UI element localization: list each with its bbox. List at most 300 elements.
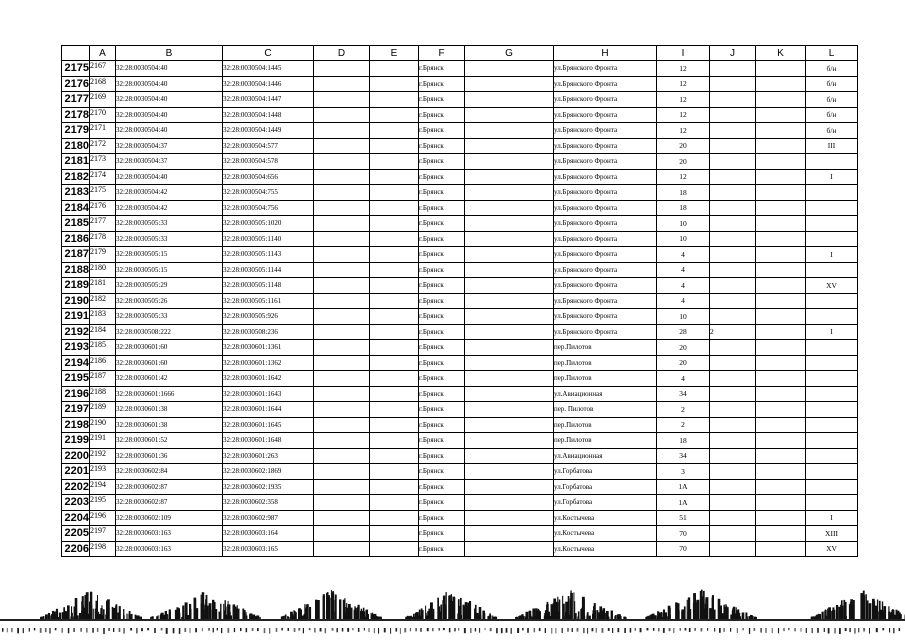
cell-d — [314, 123, 370, 139]
cell-a: 2168 — [90, 76, 116, 92]
cell-c: 32:28:0030504:577 — [223, 138, 314, 154]
row-number: 2194 — [62, 355, 90, 371]
row-number: 2206 — [62, 541, 90, 557]
cell-d — [314, 293, 370, 309]
cell-g — [465, 278, 554, 294]
cell-j — [710, 448, 756, 464]
cell-j — [710, 92, 756, 108]
table-body — [62, 61, 858, 557]
cell-b: 32:28:0030504:42 — [116, 185, 223, 201]
cell-g — [465, 107, 554, 123]
cell-g — [465, 92, 554, 108]
cell-c: 32:28:0030603:165 — [223, 541, 314, 557]
cell-k — [756, 371, 806, 387]
cell-j — [710, 479, 756, 495]
cell-a: 2181 — [90, 278, 116, 294]
cell-b: 32:28:0030505:29 — [116, 278, 223, 294]
cell-b: 32:28:0030602:87 — [116, 495, 223, 511]
cell-c: 32:28:0030602:358 — [223, 495, 314, 511]
cell-d — [314, 169, 370, 185]
cell-b: 32:28:0030602:109 — [116, 510, 223, 526]
row-number: 2204 — [62, 510, 90, 526]
table-row — [62, 138, 858, 154]
column-header-l: L — [806, 46, 858, 61]
table-row — [62, 107, 858, 123]
cell-a: 2169 — [90, 92, 116, 108]
row-number: 2197 — [62, 402, 90, 418]
cell-a: 2177 — [90, 216, 116, 232]
cell-j — [710, 138, 756, 154]
cell-k — [756, 495, 806, 511]
cell-g — [465, 200, 554, 216]
cell-g — [465, 402, 554, 418]
cell-b: 32:28:0030601:1666 — [116, 386, 223, 402]
cell-g — [465, 154, 554, 170]
cell-c: 32:28:0030504:755 — [223, 185, 314, 201]
cell-e — [370, 448, 419, 464]
cell-k — [756, 61, 806, 77]
cell-c: 32:28:0030602:987 — [223, 510, 314, 526]
cell-c: 32:28:0030508:236 — [223, 324, 314, 340]
cell-l — [806, 154, 858, 170]
cell-c: 32:28:0030504:578 — [223, 154, 314, 170]
cell-i: 4 — [657, 278, 710, 294]
cell-h: ул.Горбатова — [554, 495, 657, 511]
cell-b: 32:28:0030601:60 — [116, 355, 223, 371]
cell-i: 10 — [657, 216, 710, 232]
row-number: 2192 — [62, 324, 90, 340]
cell-f: г.Брянск — [419, 76, 465, 92]
cell-h: ул.Брянского Фронта — [554, 185, 657, 201]
cell-j — [710, 541, 756, 557]
cell-b: 32:28:0030505:33 — [116, 216, 223, 232]
cell-k — [756, 123, 806, 139]
cell-e — [370, 324, 419, 340]
cell-e — [370, 154, 419, 170]
cell-e — [370, 123, 419, 139]
cell-c: 32:28:0030505:1020 — [223, 216, 314, 232]
cell-a: 2184 — [90, 324, 116, 340]
cell-i: 10 — [657, 309, 710, 325]
cell-l: б/н — [806, 123, 858, 139]
cell-f: г.Брянск — [419, 262, 465, 278]
row-number: 2182 — [62, 169, 90, 185]
table-row — [62, 464, 858, 480]
cell-h: ул.Брянского Фронта — [554, 262, 657, 278]
cell-g — [465, 448, 554, 464]
cell-h: ул.Брянского Фронта — [554, 231, 657, 247]
cell-g — [465, 417, 554, 433]
cell-d — [314, 107, 370, 123]
cell-j — [710, 169, 756, 185]
table-row — [62, 231, 858, 247]
cell-i: 18 — [657, 433, 710, 449]
cell-h: ул.Брянского Фронта — [554, 169, 657, 185]
cell-f: г.Брянск — [419, 169, 465, 185]
cell-l — [806, 448, 858, 464]
cell-f: г.Брянск — [419, 200, 465, 216]
row-number: 2198 — [62, 417, 90, 433]
cell-j — [710, 231, 756, 247]
cell-j — [710, 309, 756, 325]
cell-b: 32:28:0030504:40 — [116, 92, 223, 108]
row-number: 2202 — [62, 479, 90, 495]
cell-d — [314, 371, 370, 387]
cell-b: 32:28:0030603:163 — [116, 526, 223, 542]
cell-a: 2190 — [90, 417, 116, 433]
cell-b: 32:28:0030505:15 — [116, 247, 223, 263]
cell-j — [710, 417, 756, 433]
cell-a: 2188 — [90, 386, 116, 402]
cell-b: 32:28:0030508:222 — [116, 324, 223, 340]
cell-h: ул.Брянского Фронта — [554, 293, 657, 309]
cell-f: г.Брянск — [419, 526, 465, 542]
cell-h: пер.Пилотов — [554, 433, 657, 449]
cell-e — [370, 417, 419, 433]
row-number: 2195 — [62, 371, 90, 387]
cell-j — [710, 340, 756, 356]
cell-a: 2192 — [90, 448, 116, 464]
cell-c: 32:28:0030601:1644 — [223, 402, 314, 418]
cell-k — [756, 340, 806, 356]
cell-j — [710, 247, 756, 263]
cell-c: 32:28:0030601:1362 — [223, 355, 314, 371]
cell-c: 32:28:0030505:1148 — [223, 278, 314, 294]
cell-i: 4 — [657, 262, 710, 278]
row-number: 2180 — [62, 138, 90, 154]
cell-b: 32:28:0030504:40 — [116, 123, 223, 139]
cell-l: XV — [806, 541, 858, 557]
cell-f: г.Брянск — [419, 216, 465, 232]
cell-l — [806, 402, 858, 418]
cell-h: ул.Горбатова — [554, 464, 657, 480]
cell-g — [465, 526, 554, 542]
cell-l: XV — [806, 278, 858, 294]
cell-f: г.Брянск — [419, 61, 465, 77]
table-row — [62, 200, 858, 216]
cell-c: 32:28:0030601:1642 — [223, 371, 314, 387]
cell-e — [370, 309, 419, 325]
cell-i: 20 — [657, 138, 710, 154]
row-number: 2178 — [62, 107, 90, 123]
cell-f: г.Брянск — [419, 417, 465, 433]
column-header-b: B — [116, 46, 223, 61]
cell-k — [756, 402, 806, 418]
cell-i: 1А — [657, 479, 710, 495]
cell-b: 32:28:0030601:38 — [116, 402, 223, 418]
cell-j — [710, 262, 756, 278]
cell-d — [314, 247, 370, 263]
cell-g — [465, 76, 554, 92]
cell-d — [314, 216, 370, 232]
cell-k — [756, 417, 806, 433]
table-row — [62, 541, 858, 557]
cell-h: ул.Костычева — [554, 526, 657, 542]
cell-c: 32:28:0030505:1143 — [223, 247, 314, 263]
cell-e — [370, 495, 419, 511]
row-number: 2191 — [62, 309, 90, 325]
cell-c: 32:28:0030602:1935 — [223, 479, 314, 495]
cell-h: ул.Авиационная — [554, 448, 657, 464]
cell-c: 32:28:0030603:164 — [223, 526, 314, 542]
column-header-e: E — [370, 46, 419, 61]
cell-b: 32:28:0030601:42 — [116, 371, 223, 387]
cell-i: 10 — [657, 231, 710, 247]
cell-k — [756, 510, 806, 526]
cell-c: 32:28:0030504:1448 — [223, 107, 314, 123]
row-number: 2176 — [62, 76, 90, 92]
cell-l — [806, 185, 858, 201]
cell-f: г.Брянск — [419, 92, 465, 108]
cell-c: 32:28:0030601:1648 — [223, 433, 314, 449]
cell-i: 12 — [657, 92, 710, 108]
column-header-j: J — [710, 46, 756, 61]
cell-f: г.Брянск — [419, 293, 465, 309]
cell-i: 2 — [657, 417, 710, 433]
cell-c: 32:28:0030504:1445 — [223, 61, 314, 77]
cell-f: г.Брянск — [419, 402, 465, 418]
cell-e — [370, 340, 419, 356]
cell-l: I — [806, 510, 858, 526]
table-row — [62, 123, 858, 139]
cell-f: г.Брянск — [419, 247, 465, 263]
cell-h: ул.Брянского Фронта — [554, 247, 657, 263]
cell-i: 4 — [657, 247, 710, 263]
cell-k — [756, 200, 806, 216]
cell-f: г.Брянск — [419, 123, 465, 139]
cell-l — [806, 355, 858, 371]
cell-h: ул.Брянского Фронта — [554, 200, 657, 216]
cell-d — [314, 92, 370, 108]
cell-a: 2180 — [90, 262, 116, 278]
cell-e — [370, 293, 419, 309]
cell-c: 32:28:0030505:1140 — [223, 231, 314, 247]
cell-l: I — [806, 169, 858, 185]
cell-b: 32:28:0030602:84 — [116, 464, 223, 480]
cell-e — [370, 185, 419, 201]
cell-c: 32:28:0030601:1643 — [223, 386, 314, 402]
row-number: 2183 — [62, 185, 90, 201]
cell-e — [370, 510, 419, 526]
table-row — [62, 433, 858, 449]
row-number: 2189 — [62, 278, 90, 294]
cell-h: пер. Пилотов — [554, 402, 657, 418]
table-row — [62, 371, 858, 387]
table-row — [62, 324, 858, 340]
cell-i: 2 — [657, 402, 710, 418]
cell-a: 2187 — [90, 371, 116, 387]
row-number: 2188 — [62, 262, 90, 278]
cell-d — [314, 309, 370, 325]
cell-k — [756, 479, 806, 495]
cell-a: 2194 — [90, 479, 116, 495]
cell-l: б/н — [806, 76, 858, 92]
cell-c: 32:28:0030504:1449 — [223, 123, 314, 139]
cell-f: г.Брянск — [419, 448, 465, 464]
row-number: 2200 — [62, 448, 90, 464]
cell-k — [756, 169, 806, 185]
cell-f: г.Брянск — [419, 510, 465, 526]
cell-g — [465, 123, 554, 139]
cell-i: 12 — [657, 169, 710, 185]
cell-b: 32:28:0030505:15 — [116, 262, 223, 278]
cell-d — [314, 278, 370, 294]
cell-c: 32:28:0030505:1144 — [223, 262, 314, 278]
cell-i: 4 — [657, 371, 710, 387]
cell-a: 2178 — [90, 231, 116, 247]
cell-k — [756, 262, 806, 278]
cell-j — [710, 526, 756, 542]
cell-l — [806, 417, 858, 433]
cell-b: 32:28:0030504:42 — [116, 200, 223, 216]
cell-g — [465, 371, 554, 387]
row-number: 2175 — [62, 61, 90, 77]
cell-e — [370, 464, 419, 480]
cell-a: 2196 — [90, 510, 116, 526]
cell-l — [806, 371, 858, 387]
cell-k — [756, 464, 806, 480]
cell-k — [756, 231, 806, 247]
cell-h: ул.Брянского Фронта — [554, 324, 657, 340]
cell-a: 2176 — [90, 200, 116, 216]
cell-a: 2182 — [90, 293, 116, 309]
cell-i: 70 — [657, 526, 710, 542]
column-header-f: F — [419, 46, 465, 61]
column-header-g: G — [465, 46, 554, 61]
cell-a: 2185 — [90, 340, 116, 356]
cell-b: 32:28:0030601:38 — [116, 417, 223, 433]
cell-k — [756, 541, 806, 557]
column-header-a: A — [90, 46, 116, 61]
cell-c: 32:28:0030601:263 — [223, 448, 314, 464]
cell-b: 32:28:0030603:163 — [116, 541, 223, 557]
cell-e — [370, 262, 419, 278]
cell-a: 2173 — [90, 154, 116, 170]
table-row — [62, 510, 858, 526]
cell-f: г.Брянск — [419, 107, 465, 123]
cell-b: 32:28:0030504:40 — [116, 61, 223, 77]
cell-h: пер.Пилотов — [554, 340, 657, 356]
cell-d — [314, 526, 370, 542]
cell-i: 12 — [657, 107, 710, 123]
cell-c: 32:28:0030504:1447 — [223, 92, 314, 108]
cell-f: г.Брянск — [419, 231, 465, 247]
cell-l: б/н — [806, 61, 858, 77]
cell-f: г.Брянск — [419, 309, 465, 325]
cell-i: 28 — [657, 324, 710, 340]
cell-b: 32:28:0030505:33 — [116, 231, 223, 247]
row-number: 2177 — [62, 92, 90, 108]
cell-b: 32:28:0030505:26 — [116, 293, 223, 309]
cell-j — [710, 185, 756, 201]
cell-j — [710, 510, 756, 526]
table-row — [62, 92, 858, 108]
table-row — [62, 169, 858, 185]
cell-h: ул.Брянского Фронта — [554, 61, 657, 77]
cell-b: 32:28:0030504:37 — [116, 138, 223, 154]
cell-b: 32:28:0030504:40 — [116, 169, 223, 185]
cell-g — [465, 340, 554, 356]
table-row — [62, 526, 858, 542]
cell-b: 32:28:0030601:60 — [116, 340, 223, 356]
column-header-d: D — [314, 46, 370, 61]
cell-i: 34 — [657, 386, 710, 402]
cell-a: 2170 — [90, 107, 116, 123]
cell-c: 32:28:0030602:1869 — [223, 464, 314, 480]
cell-c: 32:28:0030601:1361 — [223, 340, 314, 356]
cell-k — [756, 448, 806, 464]
cell-a: 2195 — [90, 495, 116, 511]
row-number: 2201 — [62, 464, 90, 480]
cell-e — [370, 247, 419, 263]
cell-k — [756, 107, 806, 123]
table-row — [62, 61, 858, 77]
cell-l — [806, 433, 858, 449]
cell-d — [314, 433, 370, 449]
cell-a: 2172 — [90, 138, 116, 154]
cell-a: 2198 — [90, 541, 116, 557]
cell-g — [465, 262, 554, 278]
row-number: 2193 — [62, 340, 90, 356]
cell-h: ул.Костычева — [554, 541, 657, 557]
cell-e — [370, 169, 419, 185]
cell-l — [806, 309, 858, 325]
table-row — [62, 479, 858, 495]
cell-d — [314, 355, 370, 371]
table-row — [62, 278, 858, 294]
cell-b: 32:28:0030601:36 — [116, 448, 223, 464]
cell-j — [710, 278, 756, 294]
cell-e — [370, 541, 419, 557]
cell-i: 51 — [657, 510, 710, 526]
cell-j — [710, 216, 756, 232]
cell-f: г.Брянск — [419, 479, 465, 495]
cell-e — [370, 526, 419, 542]
cell-g — [465, 61, 554, 77]
cell-g — [465, 231, 554, 247]
row-number: 2179 — [62, 123, 90, 139]
cell-l: XIII — [806, 526, 858, 542]
cell-c: 32:28:0030505:926 — [223, 309, 314, 325]
cell-g — [465, 169, 554, 185]
cell-g — [465, 216, 554, 232]
cell-g — [465, 247, 554, 263]
cell-h: пер.Пилотов — [554, 371, 657, 387]
cell-f: г.Брянск — [419, 464, 465, 480]
row-number: 2196 — [62, 386, 90, 402]
cell-h: ул.Брянского Фронта — [554, 76, 657, 92]
table-row — [62, 247, 858, 263]
cell-b: 32:28:0030505:33 — [116, 309, 223, 325]
table-row — [62, 448, 858, 464]
table-row — [62, 76, 858, 92]
cell-k — [756, 216, 806, 232]
cell-j — [710, 402, 756, 418]
cell-g — [465, 510, 554, 526]
column-header-row — [62, 46, 858, 61]
cell-e — [370, 76, 419, 92]
cell-j: 2 — [710, 324, 756, 340]
cell-i: 18 — [657, 185, 710, 201]
cell-b: 32:28:0030504:40 — [116, 107, 223, 123]
cell-k — [756, 386, 806, 402]
cell-j — [710, 200, 756, 216]
table-row — [62, 154, 858, 170]
cell-c: 32:28:0030504:656 — [223, 169, 314, 185]
cell-i: 70 — [657, 541, 710, 557]
cell-i: 12 — [657, 61, 710, 77]
cell-d — [314, 200, 370, 216]
